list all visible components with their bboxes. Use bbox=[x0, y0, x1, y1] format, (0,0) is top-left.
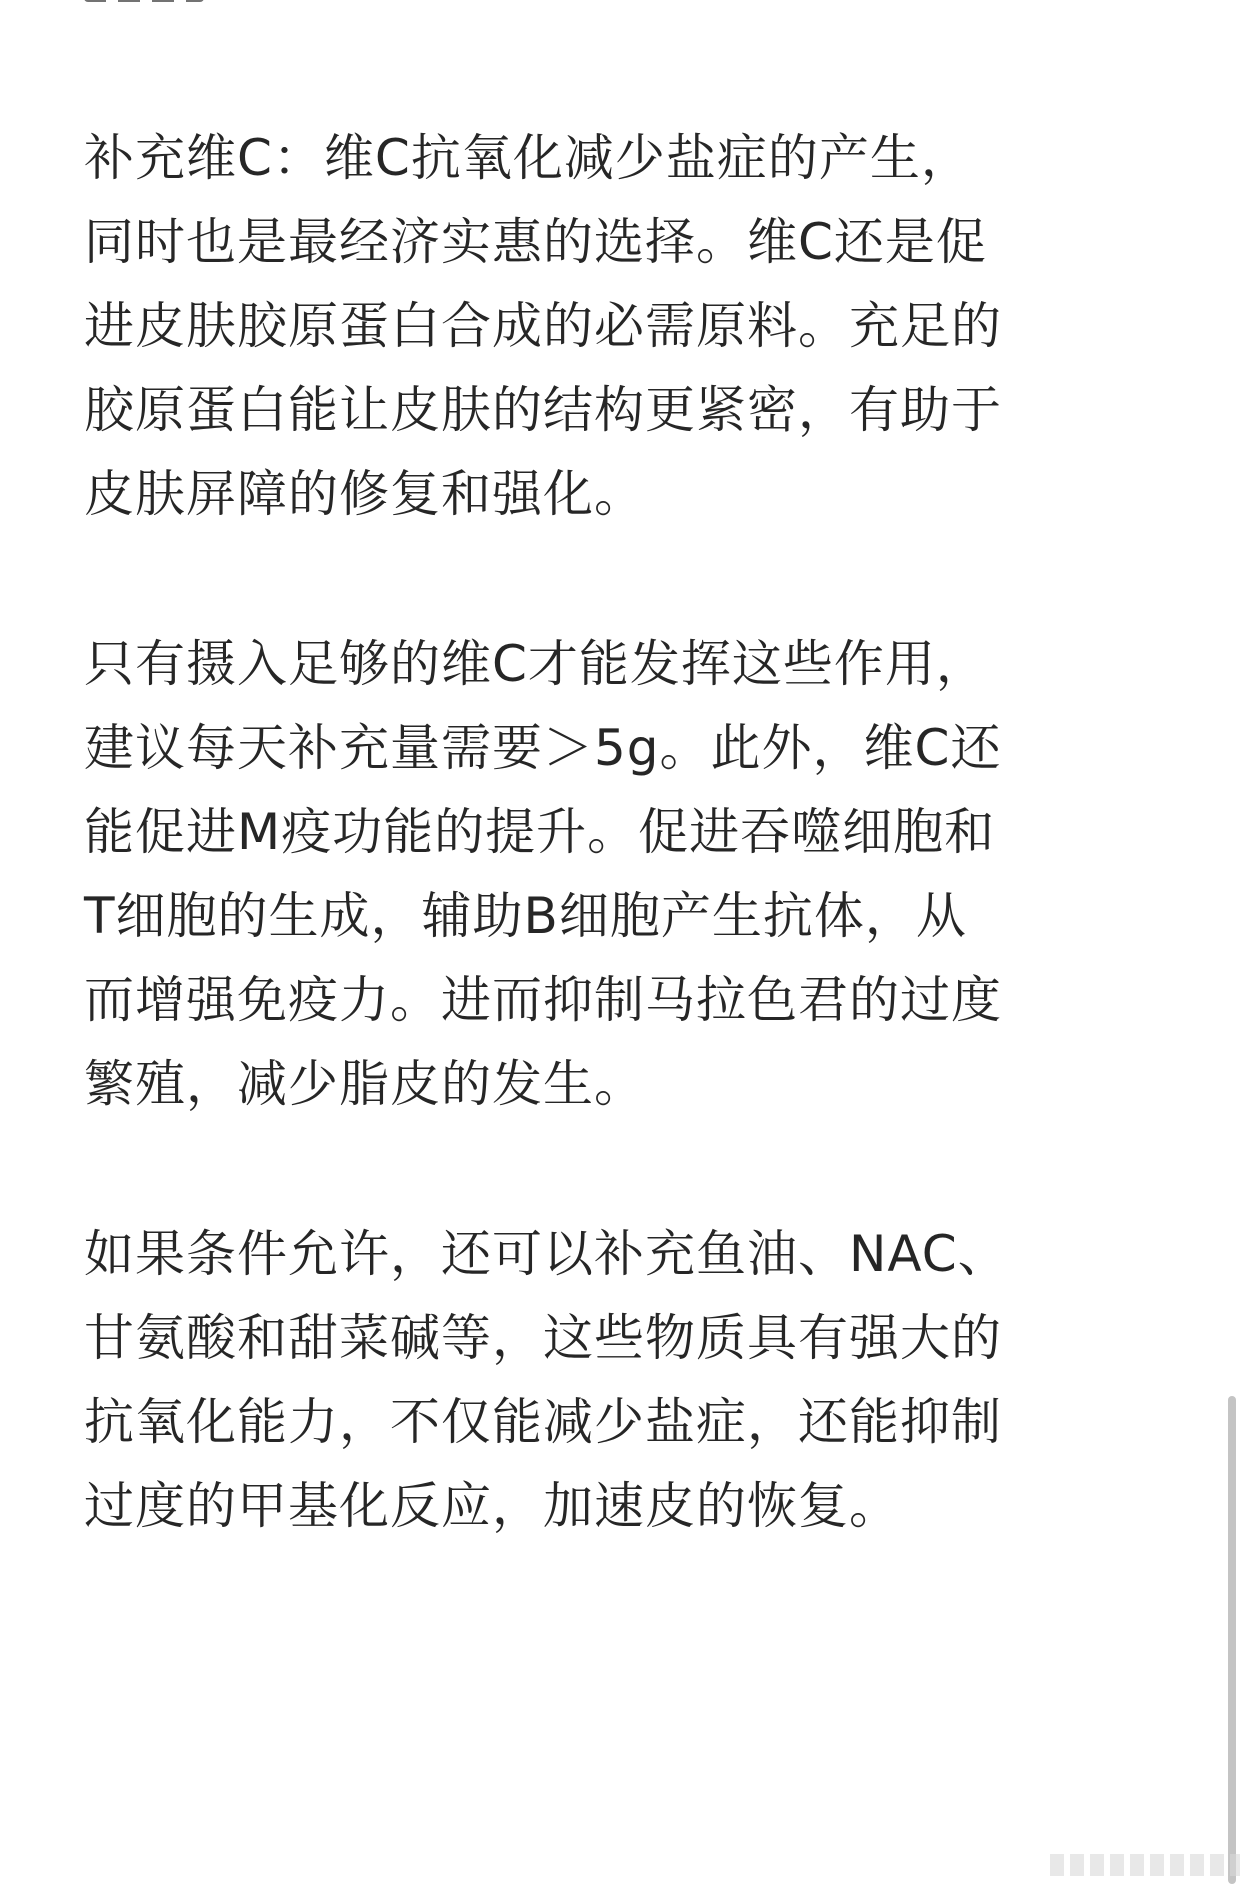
watermark bbox=[1050, 1854, 1240, 1876]
text-line: 只有摄入足够的维C才能发挥这些作用， bbox=[84, 635, 987, 693]
text-line: 能促进M疫功能的提升。促进吞噬细胞和 bbox=[84, 803, 996, 861]
text-line: 甘氨酸和甜菜碱等，这些物质具有强大的 bbox=[84, 1309, 1002, 1367]
article-body bbox=[84, 116, 1144, 1634]
text-line: 抗氧化能力，不仅能减少盐症，还能抑制 bbox=[84, 1393, 1002, 1451]
paragraph-vitamin-c bbox=[84, 116, 1144, 536]
text-line: T细胞的生成，辅助B细胞产生抗体，从 bbox=[84, 887, 967, 945]
text-line: 繁殖，减少脂皮的发生。 bbox=[84, 1055, 645, 1113]
paragraph-supplements bbox=[84, 1212, 1144, 1548]
text-line: 皮肤屏障的修复和强化。 bbox=[84, 465, 645, 523]
text-line: 建议每天补充量需要＞5g。此外，维C还 bbox=[84, 719, 1002, 777]
text-line: 过度的甲基化反应，加速皮的恢复。 bbox=[84, 1477, 900, 1535]
text-line: 胶原蛋白能让皮肤的结构更紧密，有助于 bbox=[84, 381, 1002, 439]
text-line: 如果条件允许，还可以补充鱼油、NAC、 bbox=[84, 1225, 1009, 1283]
clipped-previous-text bbox=[84, 0, 244, 6]
vertical-scrollbar[interactable] bbox=[1228, 1396, 1236, 1884]
text-line: 同时也是最经济实惠的选择。维C还是促 bbox=[84, 213, 987, 271]
text-line: 补充维C：维C抗氧化减少盐症的产生， bbox=[84, 129, 972, 187]
text-line: 而增强免疫力。进而抑制马拉色君的过度 bbox=[84, 971, 1002, 1029]
paragraph-dosage bbox=[84, 622, 1144, 1126]
text-line: 进皮肤胶原蛋白合成的必需原料。充足的 bbox=[84, 297, 1002, 355]
